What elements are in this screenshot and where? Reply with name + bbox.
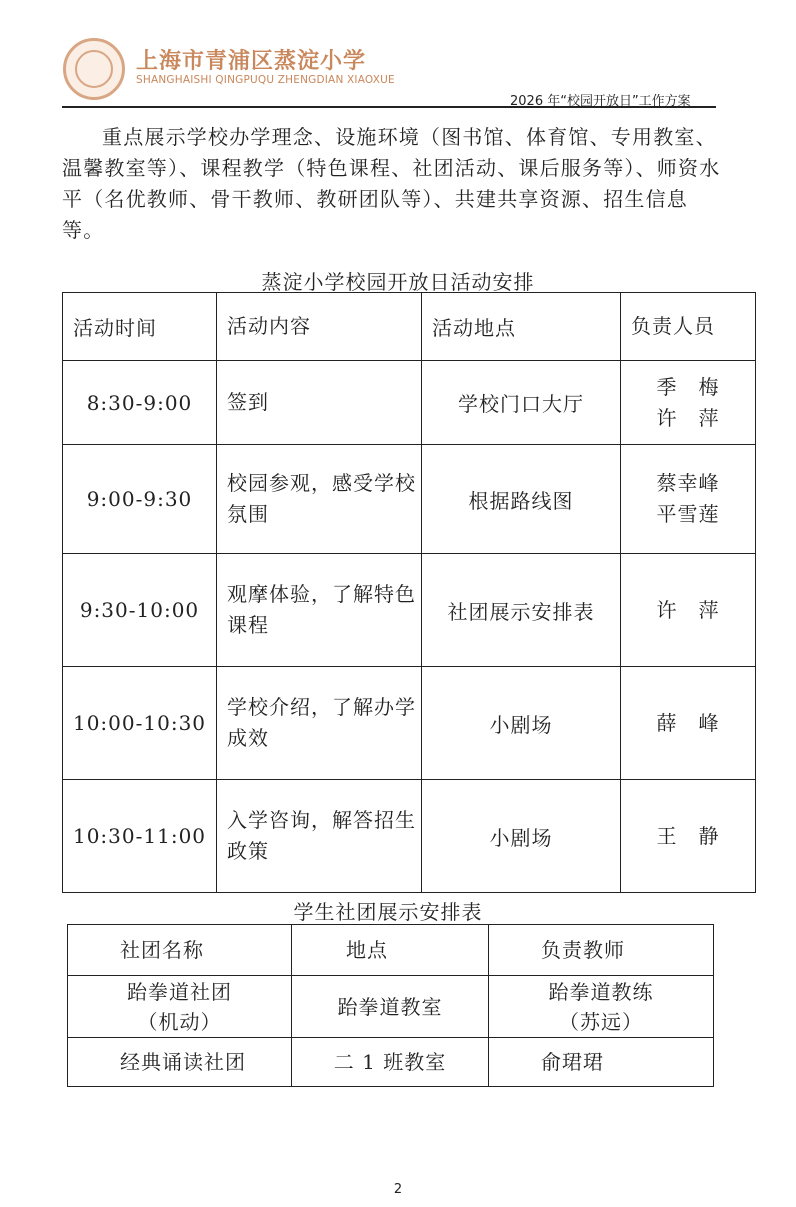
club-name-cell: 跆拳道社团 （机动） <box>68 976 292 1038</box>
place-cell: 根据路线图 <box>422 445 621 554</box>
person-cell: 许 萍 <box>621 554 756 667</box>
school-logo <box>63 38 125 100</box>
header-cell: 活动时间 <box>63 293 217 361</box>
content-cell: 观摩体验，了解特色课程 <box>217 554 422 667</box>
header-cell: 负责教师 <box>489 925 714 976</box>
school-name-cn: 上海市青浦区蒸淀小学 <box>136 48 367 74</box>
header-cell: 活动内容 <box>217 293 422 361</box>
clubs-table <box>67 924 714 1087</box>
club-teacher-cell: 俞珺珺 <box>489 1038 714 1087</box>
intro-paragraph: 重点展示学校办学理念、设施环境（图书馆、体育馆、专用教室、温馨教室等）、课程教学（特色课程、社团活动、课后服务等）、师资水平（名优教师、骨干教师、教研团队等）、共建共享资源、招生信息等。 <box>62 125 721 242</box>
person-cell: 季 梅 许 萍 <box>621 361 756 445</box>
table-row <box>63 361 756 445</box>
person-cell: 蔡幸峰 平雪莲 <box>621 445 756 554</box>
header-cell: 社团名称 <box>68 925 292 976</box>
table-row <box>68 976 714 1038</box>
table-row <box>63 554 756 667</box>
schedule-table <box>62 292 756 893</box>
header-cell: 地点 <box>292 925 489 976</box>
table-row <box>63 667 756 780</box>
time-cell: 9:30-10:00 <box>63 554 217 667</box>
place-cell: 社团展示安排表 <box>422 554 621 667</box>
content-cell: 学校介绍，了解办学成效 <box>217 667 422 780</box>
club-place-cell: 二 1 班教室 <box>292 1038 489 1087</box>
content-cell: 签到 <box>217 361 422 445</box>
time-cell: 9:00-9:30 <box>63 445 217 554</box>
club-place-cell: 跆拳道教室 <box>292 976 489 1038</box>
club-teacher-cell: 跆拳道教练 （苏远） <box>489 976 714 1038</box>
header-divider <box>62 106 716 108</box>
place-cell: 小剧场 <box>422 780 621 893</box>
content-cell: 入学咨询，解答招生政策 <box>217 780 422 893</box>
schedule-caption: 蒸淀小学校园开放日活动安排 <box>261 270 535 294</box>
content-cell: 校园参观，感受学校氛围 <box>217 445 422 554</box>
time-cell: 8:30-9:00 <box>63 361 217 445</box>
page-number: 2 <box>393 1182 403 1197</box>
time-cell: 10:30-11:00 <box>63 780 217 893</box>
table-row <box>63 780 756 893</box>
person-cell: 王 静 <box>621 780 756 893</box>
person-cell: 薛 峰 <box>621 667 756 780</box>
club-name-cell: 经典诵读社团 <box>68 1038 292 1087</box>
header-cell: 负责人员 <box>621 293 756 361</box>
document-title: 2026 年“校园开放日”工作方案 <box>510 94 691 109</box>
place-cell: 小剧场 <box>422 667 621 780</box>
place-cell: 学校门口大厅 <box>422 361 621 445</box>
table-row <box>68 1038 714 1087</box>
clubs-caption: 学生社团展示安排表 <box>293 900 483 924</box>
school-name-en: SHANGHAISHI QINGPUQU ZHENGDIAN XIAOXUE <box>136 74 395 86</box>
time-cell: 10:00-10:30 <box>63 667 217 780</box>
header-cell: 活动地点 <box>422 293 621 361</box>
table-row <box>63 445 756 554</box>
